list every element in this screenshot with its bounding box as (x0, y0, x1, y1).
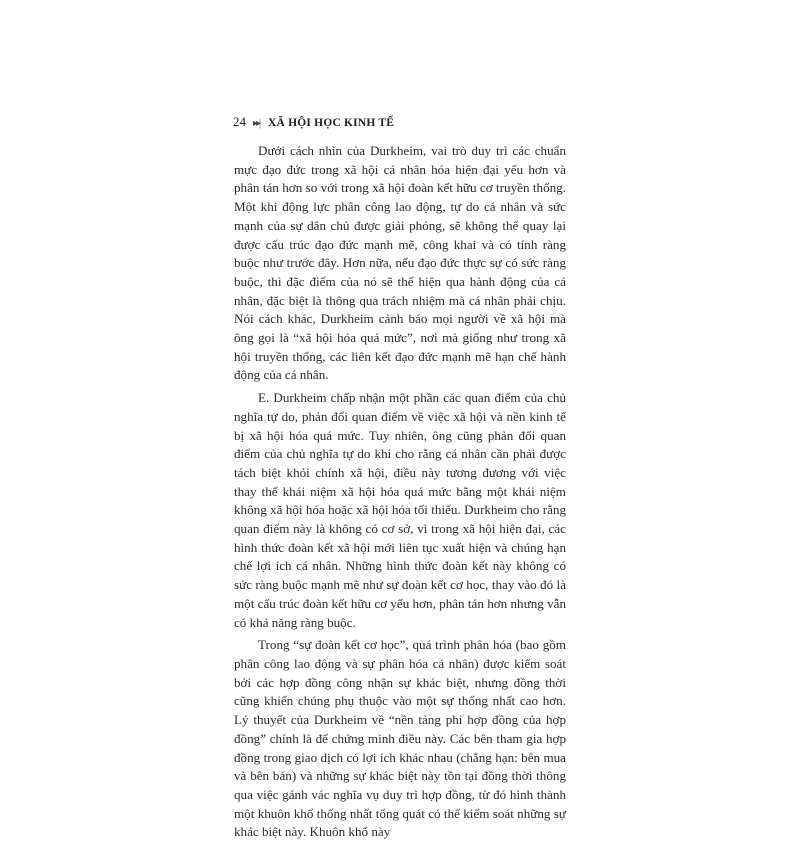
running-head (233, 114, 394, 130)
paragraph-2: E. Durkheim chấp nhận một phần các quan điểm của chủ nghĩa tự do, phản đối quan điểm về việc xã hội và nền kinh tế bị xã hội hóa quá mức. Tuy nhiên, ông cũng phản đối quan điểm của chủ nghĩa tự do khi cho rằng cá nhân cần phải được tách biệt khỏi chính xã hội, điều này tương đương với việc thay thế khái niệm xã hội hóa quá mức bằng một khái niệm không xã hội hóa hoặc xã hội hóa tối thiểu. Durkheim cho rằng quan điểm này là không có cơ sở, vì trong xã hội hiện đại, các hình thức đoàn kết xã hội mới liên tục xuất hiện và chúng hạn chế lợi ích cá nhân. Những hình thức đoàn kết này không có sức ràng buộc mạnh mẽ như sự đoàn kết cơ học, thay vào đó là một cấu trúc đoàn kết hữu cơ yếu hơn, phân tán hơn nhưng vẫn có khả năng ràng buộc. (234, 390, 566, 630)
paragraph-3: Trong “sự đoàn kết cơ học”, quá trình phân hóa (bao gồm phân công lao động và sự phân hóa cá nhân) được kiểm soát bởi các hợp đồng công nhận sự khác biệt, nhưng đồng thời cũng khiến chúng phụ thuộc vào một sự thống nhất cao hơn. Lý thuyết của Durkheim về “nền tảng phi hợp đồng của hợp đồng” chính là để chứng minh điều này. Các bên tham gia hợp đồng trong giao dịch có lợi ích khác nhau (chẳng hạn: bên mua và bên bán) và những sự khác biệt này tồn tại đồng thời thông qua việc gánh vác nghĩa vụ duy trì hợp đồng, từ đó hình thành một khuôn khổ thống nhất tổng quát có thể kiểm soát những sự khác biệt này. Khuôn khổ này (234, 637, 566, 840)
book-title: XÃ HỘI HỌC KINH TẾ (268, 117, 395, 129)
body-text (234, 142, 566, 842)
page-number: 24 (233, 114, 246, 129)
arrow-icon: ▸▸| (253, 118, 260, 129)
paragraph-1: Dưới cách nhìn của Durkheim, vai trò duy trì các chuẩn mực đạo đức trong xã hội cá nhân hóa hiện đại yếu hơn và phân tán hơn so với trong xã hội đoàn kết hữu cơ truyền thống. Một khi động lực phân công lao động, tự do cá nhân và sức mạnh của sự dân chủ được giải phóng, sẽ không thể quay lại được cấu trúc đạo đức mạnh mẽ, công khai và có tính ràng buộc như trước đây. Hơn nữa, nếu đạo đức thực sự có sức ràng buộc, thì đặc điểm của nó sẽ thể hiện qua hành động của cá nhân, đặc biệt là thông qua trách nhiệm mà cá nhân phải chịu. Nói cách khác, Durkheim cảnh báo mọi người về xã hội mà ông gọi là “xã hội hóa quá mức”, nơi mà giống như trong xã hội truyền thống, các liên kết đạo đức mạnh mẽ hạn chế hành động của cá nhân. (234, 143, 566, 383)
